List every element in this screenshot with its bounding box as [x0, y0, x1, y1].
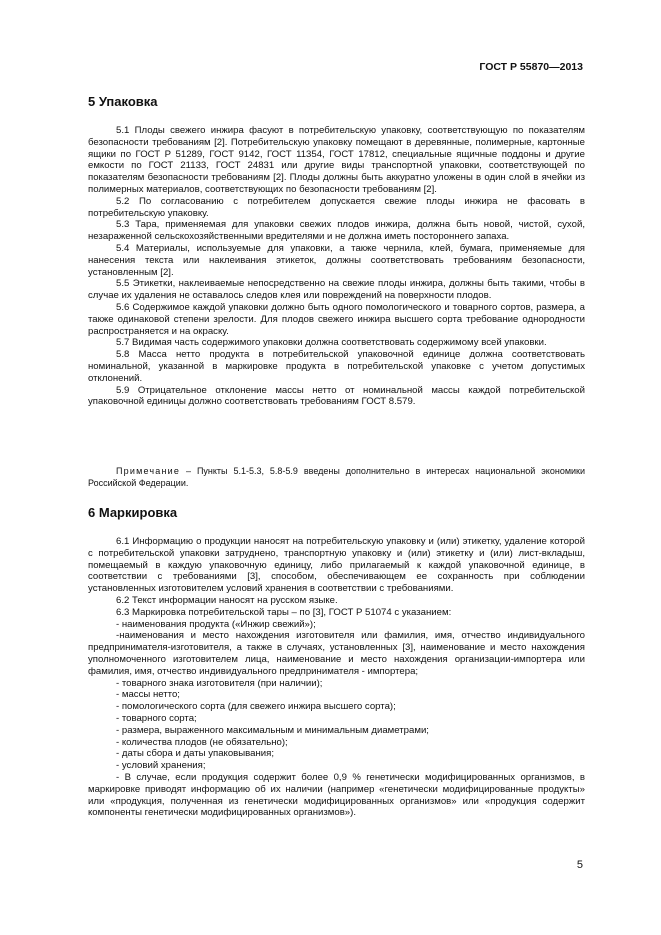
list-item: - товарного знака изготовителя (при наличии);: [116, 677, 323, 689]
note-label: Примечание: [116, 466, 181, 476]
list-item: - количества плодов (не обязательно);: [116, 736, 288, 748]
document-code: ГОСТ Р 55870—2013: [479, 61, 583, 73]
paragraph-5-8: 5.8 Масса нетто продукта в потребительской упаковочной единице должна соответствовать номинальной, указанной в маркировке продукта в потребительской упаковке с учетом допустимых отклонений.: [88, 349, 585, 384]
paragraph-6-2: 6.2 Текст информации наносят на русском языке.: [116, 594, 338, 606]
paragraph-5-1: 5.1 Плоды свежего инжира фасуют в потребительскую упаковку, соответствующую по показателям безопасности требованиям [2]. Потребительскую упаковку помещают в деревянные, полимерные, картонные ящики по ГОСТ Р 51289, ГОСТ 9142, ГОСТ 11354, ГОСТ 17812, специальные ящичные поддоны и другие емкости по ГОСТ 21133, ГОСТ 24831 или другие виды транспортной упаковки, соответствующей по показателям безопасности требованиям [2]. Плоды должны быть аккуратно уложены в один слой в ячейки из полимерных материалов, соответствующих по безопасности требованиям [2].: [88, 125, 585, 195]
paragraph-6-1: 6.1 Информацию о продукции наносят на потребительскую упаковку и (или) этикетку, удаление которой с потребительской упаковки затруднено, транспортную упаковку и (или) этикетку и (или) лист-вкладыш, помещаемый в каждую упаковочную единицу, либо прилагаемый к каждой упаковочной единице, в соответствии с требованиями [3], способом, обеспечивающем ее сохранность при соблюдении установленных изготовителем условий хранения в соответствии с требованиями.: [88, 536, 585, 595]
list-item: -наименования и место нахождения изготовителя или фамилия, имя, отчество индивидуального предпринимателя-изготовителя, а также в случаях, установленных [3], наименование и место нахождения уполномоченного изготовителем лица, наименование и место нахождения организации-импортера или фамилия, имя, отчество индивидуального предпринимателя - импортера;: [88, 630, 585, 677]
list-item: - даты сбора и даты упаковывания;: [116, 748, 275, 760]
paragraph-5-9: 5.9 Отрицательное отклонение массы нетто от номинальной массы каждой потребительской упаковочной единицы должно соответствовать требованиям ГОСТ 8.579.: [88, 384, 585, 408]
section-5-title: 5 Упаковка: [88, 94, 158, 109]
note-paragraph: [88, 466, 585, 489]
list-item: - массы нетто;: [116, 689, 180, 701]
section-6-body: [88, 536, 585, 819]
list-item: - размера, выраженного максимальным и минимальным диаметрами;: [116, 724, 429, 736]
paragraph-6-3: 6.3 Маркировка потребительской тары – по [3], ГОСТ Р 51074 с указанием:: [116, 606, 452, 618]
paragraph-5-2: 5.2 По согласованию с потребителем допускается свежие плоды инжира не фасовать в потребительскую упаковку.: [88, 195, 585, 219]
page-number: 5: [576, 859, 583, 871]
section-5-note: [88, 466, 585, 489]
paragraph-5-6: 5.6 Содержимое каждой упаковки должно быть одного помологического и товарного сортов, размера, а также одинаковой степени зрелости. Для плодов свежего инжира высшего сорта требование однородности распространяется и на окраску.: [88, 301, 585, 337]
section-5-body: [88, 125, 585, 408]
list-item: - наименования продукта («Инжир свежий»);: [116, 618, 316, 630]
list-item: - помологического сорта (для свежего инжира высшего сорта);: [116, 701, 396, 713]
marking-items-list: [88, 619, 585, 820]
list-item: - товарного сорта;: [116, 712, 197, 724]
list-item: - В случае, если продукция содержит более 0,9 % генетически модифицированных организмов, в маркировке приводят информацию об их наличии (например «генетически модифицированные продукты» или «продукция, полученная из генетически модифицированных организмов» или «продукция содержит компоненты генетически модифицированных организмов»).: [88, 771, 585, 819]
list-item: - условий хранения;: [116, 760, 206, 772]
section-6-title: 6 Маркировка: [88, 505, 178, 520]
paragraph-5-3: 5.3 Тара, применяемая для упаковки свежих плодов инжира, должна быть новой, чистой, сухой, незараженной сельскохозяйственными вредителями и не должна иметь постороннего запаха.: [88, 219, 585, 243]
note-text: – Пункты 5.1-5.3, 5.8-5.9 введены дополнительно в интересах национальной экономики Российской Федерации.: [88, 466, 585, 488]
paragraph-5-7: 5.7 Видимая часть содержимого упаковки должна соответствовать содержимому всей упаковки.: [116, 337, 547, 349]
paragraph-5-5: 5.5 Этикетки, наклеиваемые непосредственно на свежие плоды инжира, должны быть такими, чтобы в случае их удаления не оставалось следов клея или повреждений на поверхности плодов.: [88, 278, 585, 302]
paragraph-5-4: 5.4 Материалы, используемые для упаковки, а также чернила, клей, бумага, применяемые для нанесения текста или наклеивания этикеток, должны соответствовать требованиям безопасности, установленным [2].: [88, 242, 585, 278]
